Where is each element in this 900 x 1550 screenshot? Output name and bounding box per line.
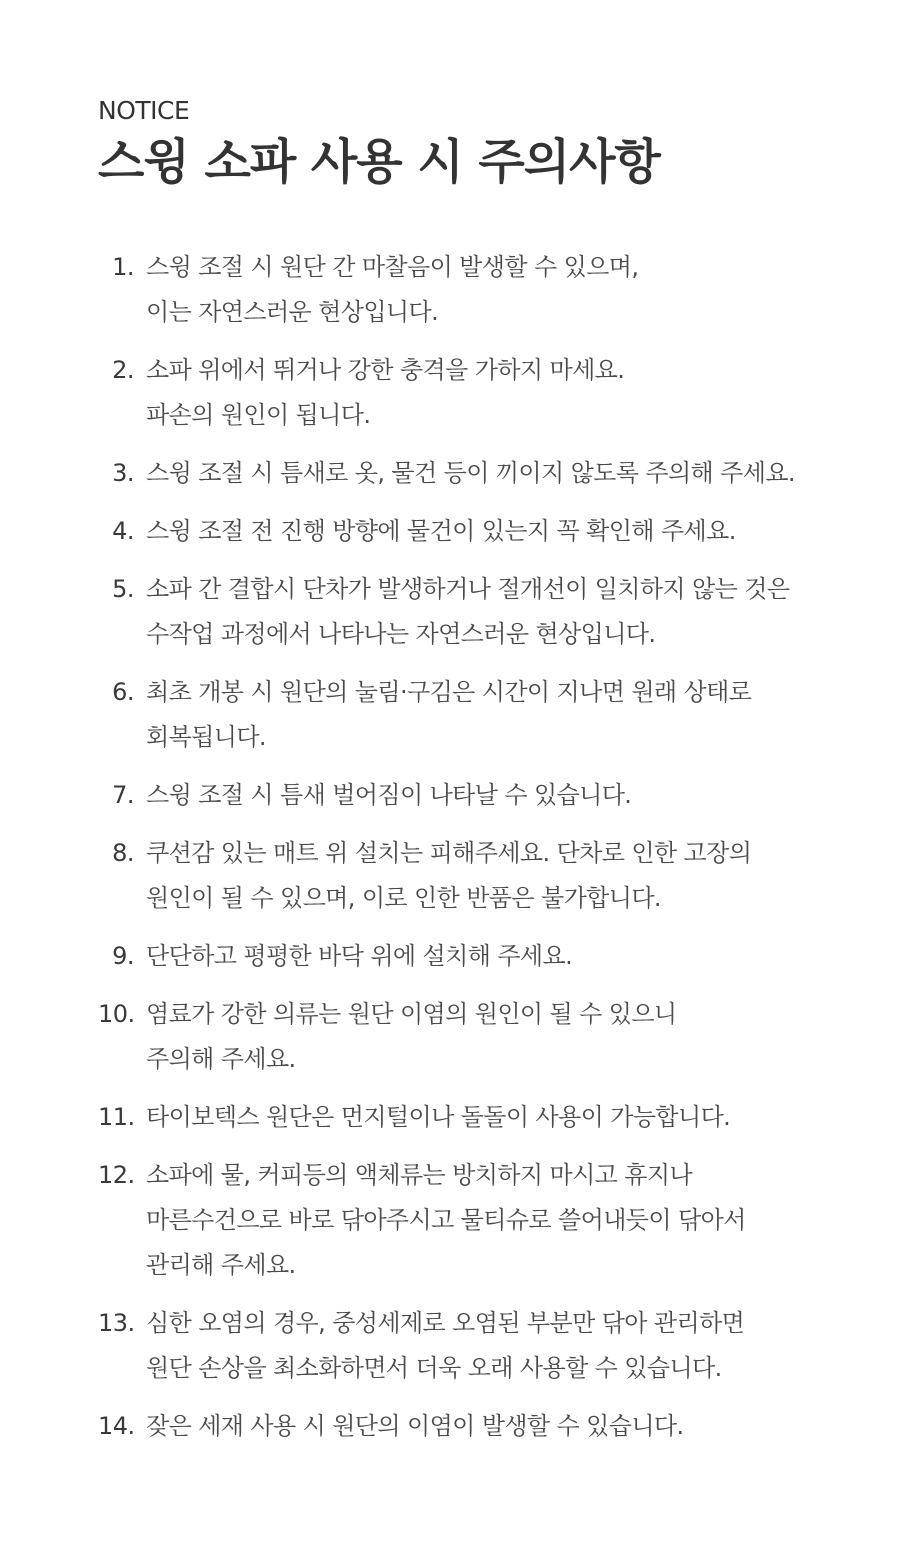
notice-item <box>98 992 818 1082</box>
notice-item-text: 최초 개봉 시 원단의 눌림·구김은 시간이 지나면 원래 상태로 <box>146 678 752 706</box>
notice-item <box>98 567 818 657</box>
notice-item-number: 3. <box>112 459 134 487</box>
notice-item-number: 1. <box>112 253 134 281</box>
notice-item-number: 6. <box>112 678 134 706</box>
notice-item <box>98 670 818 760</box>
notice-item-text: 타이보텍스 원단은 먼지털이나 돌돌이 사용이 가능합니다. <box>146 1103 731 1131</box>
notice-item-text: 잦은 세재 사용 시 원단의 이염이 발생할 수 있습니다. <box>146 1412 684 1440</box>
notice-item-text: 주의해 주세요. <box>146 1045 296 1073</box>
notice-item-number: 4. <box>112 517 134 545</box>
notice-item-text: 회복됩니다. <box>146 723 266 751</box>
notice-item-text: 염료가 강한 의류는 원단 이염의 원인이 될 수 있으니 <box>146 1000 677 1028</box>
notice-item-text: 관리해 주세요. <box>146 1251 296 1279</box>
notice-item <box>98 451 818 496</box>
notice-item-number: 8. <box>112 839 134 867</box>
notice-item-text: 심한 오염의 경우, 중성세제로 오염된 부분만 닦아 관리하면 <box>146 1309 745 1337</box>
notice-item-number: 14. <box>98 1412 135 1440</box>
notice-item-number: 10. <box>98 1000 135 1028</box>
notice-item-number: 11. <box>98 1103 135 1131</box>
notice-item-text: 쿠션감 있는 매트 위 설치는 피해주세요. 단차로 인한 고장의 <box>146 839 752 867</box>
notice-item <box>98 245 818 335</box>
notice-item <box>98 348 818 438</box>
notice-item-number: 2. <box>112 356 134 384</box>
notice-item-text: 이는 자연스러운 현상입니다. <box>146 298 439 326</box>
notice-item-text: 마른수건으로 바로 닦아주시고 물티슈로 쓸어내듯이 닦아서 <box>146 1206 746 1234</box>
notice-item-text: 파손의 원인이 됩니다. <box>146 401 371 429</box>
notice-item <box>98 1404 818 1449</box>
notice-item-text: 소파 간 결합시 단차가 발생하거나 절개선이 일치하지 않는 것은 <box>146 575 790 603</box>
notice-item-number: 7. <box>112 781 134 809</box>
notice-item <box>98 773 818 818</box>
notice-item-number: 5. <box>112 575 134 603</box>
notice-item-text: 스윙 조절 시 틈새 벌어짐이 나타날 수 있습니다. <box>146 781 632 809</box>
notice-item-number: 13. <box>98 1309 135 1337</box>
notice-item <box>98 1301 818 1391</box>
notice-item <box>98 934 818 979</box>
notice-item-text: 소파 위에서 뛰거나 강한 충격을 가하지 마세요. <box>146 356 625 384</box>
notice-item <box>98 831 818 921</box>
notice-item-text: 스윙 조절 시 원단 간 마찰음이 발생할 수 있으며, <box>146 253 639 281</box>
notice-list <box>98 245 818 1449</box>
notice-label: NOTICE <box>98 96 190 125</box>
notice-item-number: 12. <box>98 1161 135 1189</box>
notice-item-text: 소파에 물, 커피등의 액체류는 방치하지 마시고 휴지나 <box>146 1161 693 1189</box>
notice-item <box>98 509 818 554</box>
notice-item-text: 원인이 될 수 있으며, 이로 인한 반품은 불가합니다. <box>146 884 661 912</box>
notice-item-text: 원단 손상을 최소화하면서 더욱 오래 사용할 수 있습니다. <box>146 1354 722 1382</box>
page-title: 스윙 소파 사용 시 주의사항 <box>98 134 660 190</box>
notice-item-text: 수작업 과정에서 나타나는 자연스러운 현상입니다. <box>146 620 656 648</box>
notice-item-text: 단단하고 평평한 바닥 위에 설치해 주세요. <box>146 942 573 970</box>
notice-item <box>98 1095 818 1140</box>
notice-item-number: 9. <box>112 942 134 970</box>
notice-item-text: 스윙 조절 시 틈새로 옷, 물건 등이 끼이지 않도록 주의해 주세요. <box>146 459 795 487</box>
notice-item-text: 스윙 조절 전 진행 방향에 물건이 있는지 꼭 확인해 주세요. <box>146 517 736 545</box>
notice-item <box>98 1153 818 1288</box>
